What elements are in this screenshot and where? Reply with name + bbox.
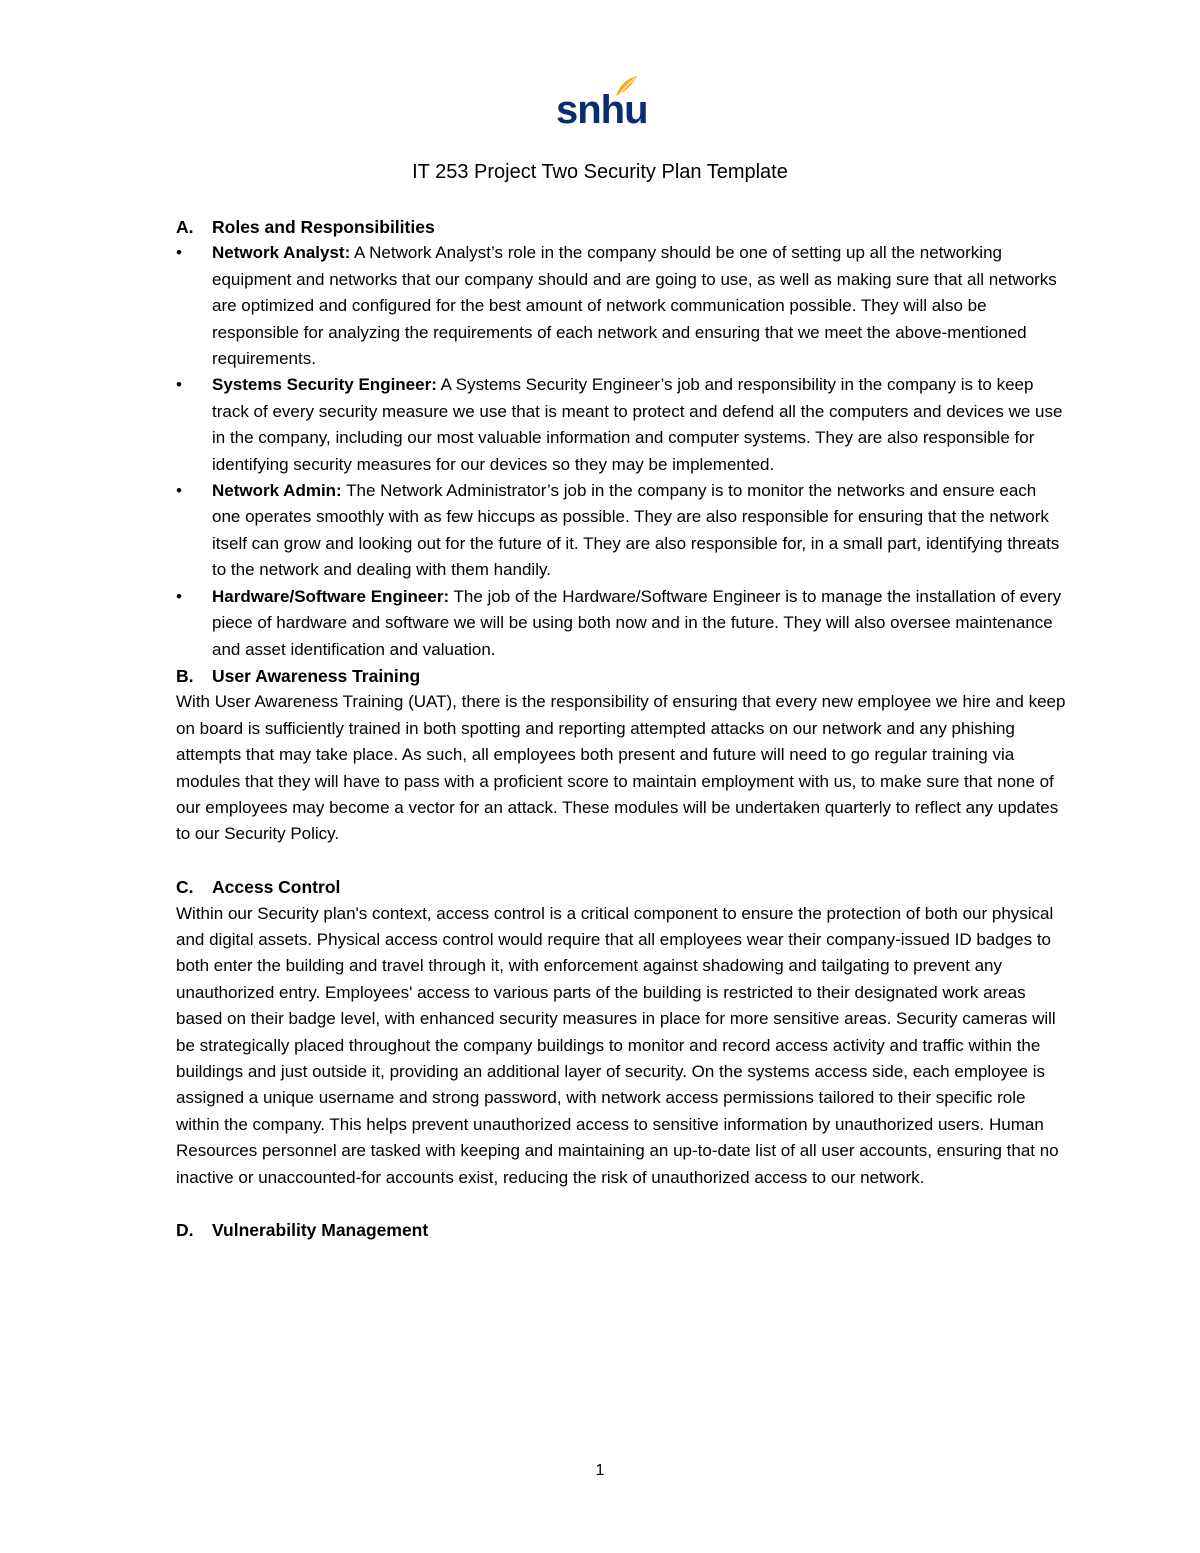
list-item: [176, 478, 1066, 584]
spacer: [176, 1191, 1066, 1217]
role-description: A Systems Security Engineer’s job and responsibility in the company is to keep track of every security measure we use that is meant to protect and defend all the computers and devices we use in the company, including our most valuable information and computer systems. They are also responsible for identifying security measures for our devices so they may be implemented.: [212, 375, 1063, 474]
snhu-logo: [556, 74, 648, 134]
role-description: A Network Analyst’s role in the company should be one of setting up all the networking equipment and networks that our company should and are going to use, as well as making sure that all networks are optimized and configured for the best amount of network communication possible. They will also be responsible for analyzing the requirements of each network and ensuring that we meet the above-mentioned requirements.: [212, 243, 1057, 369]
roles-list: [176, 240, 1066, 663]
section-d-heading: [176, 1217, 1066, 1243]
section-letter: C.: [176, 877, 194, 898]
bullet-icon: •: [176, 481, 182, 501]
section-title: Roles and Responsibilities: [212, 217, 435, 237]
bullet-icon: •: [176, 375, 182, 395]
section-title: User Awareness Training: [212, 665, 421, 686]
list-item: [176, 372, 1066, 478]
section-letter: A.: [176, 217, 194, 237]
bullet-icon: •: [176, 243, 182, 263]
document-title: IT 253 Project Two Security Plan Template: [412, 161, 788, 183]
section-title: Vulnerability Management: [212, 1220, 429, 1241]
document-body: [176, 214, 1066, 1244]
role-description: The job of the Hardware/Software Engineer is to manage the installation of every piece of hardware and software we will be using both now and in the future. They will also oversee maintenance and asset identification and valuation.: [212, 586, 1062, 659]
uat-paragraph: With User Awareness Training (UAT), there is the responsibility of ensuring that every new employee we hire and keep on board is sufficiently trained in both spotting and reporting attempted attacks on our network and any phishing attempts that may take place. As such, all employees both present and future will need to go regular training via modules that they will have to pass with a proficient score to maintain employment with us, to make sure that none of our employees may become a vector for an attack. These modules will be undertaken quarterly to reflect any updates to our Security Policy.: [176, 692, 1066, 844]
access-control-paragraph: Within our Security plan's context, access control is a critical component to ensure the protection of both our physical and digital assets. Physical access control would require that all employees wear their company-issued ID badges to both enter the building and travel through it, with enforcement against shadowing and tailgating to prevent any unauthorized entry. Employees' access to various parts of the building is restricted to their designated work areas based on their badge level, with enhanced security measures in place for more sensitive areas. Security cameras will be strategically placed throughout the company buildings to monitor and record access activity and traffic within the buildings and just outside it, providing an additional layer of security. On the systems access side, each employee is assigned a unique username and strong password, with network access permissions tailored to their specific role within the company. This helps prevent unauthorized access to sensitive information by unauthorized users. Human Resources personnel are tasked with keeping and maintaining an up-to-date list of all user accounts, ensuring that no inactive or unaccounted-for accounts exist, reducing the risk of unauthorized access to our network.: [176, 903, 1059, 1187]
spacer: [176, 848, 1066, 874]
role-title: Network Analyst:: [212, 243, 351, 263]
page-number: 1: [595, 1462, 605, 1479]
role-title: Systems Security Engineer:: [212, 375, 437, 395]
logo-wordmark: snhu: [556, 88, 648, 132]
role-title: Network Admin:: [212, 481, 342, 501]
section-c-heading: [176, 874, 1066, 900]
list-item: [176, 584, 1066, 663]
section-letter: B.: [176, 665, 194, 686]
section-a-heading: [176, 214, 1066, 240]
section-title: Access Control: [212, 877, 341, 898]
role-description: The Network Administrator’s job in the company is to monitor the networks and ensure each one operates smoothly with as few hiccups as possible. They are also responsible for ensuring that the network itself can grow and looking out for the future of it. They are also responsible for, in a small part, identifying threats to the network and dealing with them handily.: [212, 481, 1060, 580]
list-item: [176, 240, 1066, 372]
role-title: Hardware/Software Engineer:: [212, 586, 450, 606]
bullet-icon: •: [176, 586, 182, 606]
section-letter: D.: [176, 1220, 194, 1241]
section-b-heading: [176, 663, 1066, 689]
